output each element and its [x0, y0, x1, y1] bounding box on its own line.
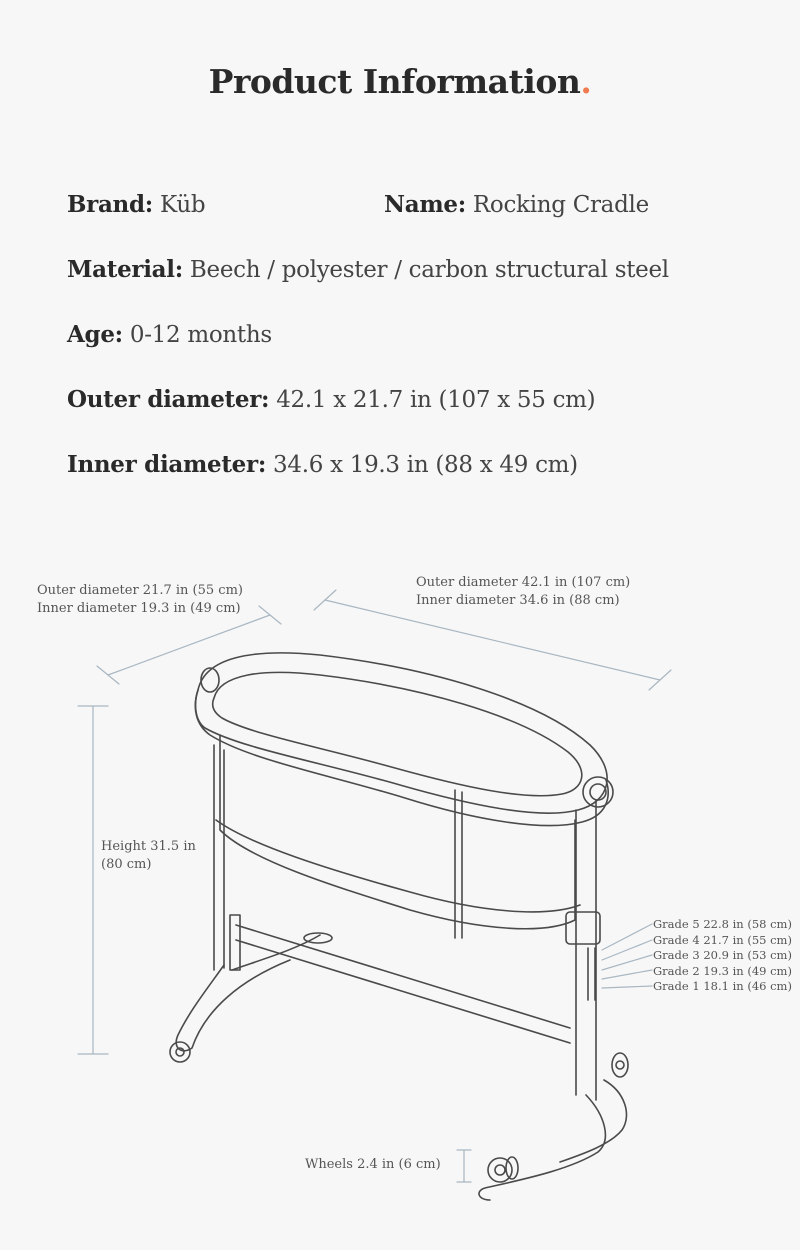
basket-lower-band: [216, 820, 580, 912]
material-row: [67, 256, 669, 283]
inner-diameter-label: Inner diameter:: [67, 451, 267, 478]
grade-leader-5: [602, 924, 652, 950]
rim-inner: [213, 672, 582, 795]
height-line1-text: Height 31.5 in: [101, 839, 196, 854]
left-lock: [230, 915, 240, 970]
name-label: Name:: [384, 191, 466, 218]
page-title: [0, 62, 800, 101]
age-row: [67, 321, 272, 348]
left-wheel: [170, 1042, 190, 1062]
grade-2-text: Grade 2 19.3 in (49 cm): [653, 963, 792, 978]
grade-1-text: Grade 1 18.1 in (46 cm): [653, 979, 792, 993]
name-row: [384, 191, 649, 218]
grade-4-text: Grade 4 21.7 in (55 cm): [653, 932, 792, 947]
inner-diameter-row: [67, 451, 578, 478]
right-base-arc: [479, 1095, 605, 1200]
length-dimension-line: [325, 600, 660, 680]
width-dimension-line: [108, 615, 270, 675]
wheels-dimension-label: Wheels 2.4 in (6 cm): [305, 1157, 441, 1172]
material-label: Material:: [67, 256, 183, 283]
length-inner-text: Inner diameter 34.6 in (88 cm): [416, 593, 620, 608]
title-accent-dot: .: [580, 62, 592, 101]
title-text: Product Information: [208, 62, 581, 101]
outer-diameter-value: 42.1 x 21.7 in (107 x 55 cm): [276, 387, 596, 413]
height-grades-list: [653, 917, 792, 995]
basket-body: [220, 735, 575, 929]
left-foot-pad: [304, 933, 332, 943]
dimension-lines: [78, 590, 671, 1182]
brand-label: Brand:: [67, 191, 153, 218]
width-dimension-label: [37, 582, 243, 618]
outer-diameter-label: Outer diameter:: [67, 386, 270, 413]
width-inner-text: Inner diameter 19.3 in (49 cm): [37, 601, 241, 616]
name-value: Rocking Cradle: [472, 192, 649, 218]
cradle-line-drawing: [0, 540, 800, 1250]
height-adjuster: [566, 912, 600, 944]
rim-thickness: [195, 690, 608, 826]
brand-row: [67, 191, 205, 218]
age-label: Age:: [67, 321, 123, 348]
age-value: 0-12 months: [129, 322, 272, 348]
cross-bar: [236, 925, 570, 1043]
front-wheel: [488, 1158, 512, 1182]
cradle-dimension-diagram: [0, 540, 800, 1250]
grade-5-text: Grade 5 22.8 in (58 cm): [653, 917, 792, 931]
rim-outer: [196, 653, 608, 813]
left-base-arc: [176, 960, 290, 1051]
outer-diameter-row: [67, 386, 595, 413]
left-pivot: [201, 668, 219, 692]
height-dimension-label: [101, 838, 196, 874]
cradle-outline: [170, 653, 628, 1200]
inner-diameter-value: 34.6 x 19.3 in (88 x 49 cm): [273, 452, 578, 478]
brand-value: Küb: [159, 192, 206, 218]
length-outer-text: Outer diameter 42.1 in (107 cm): [416, 575, 631, 590]
width-outer-text: Outer diameter 21.7 in (55 cm): [37, 583, 243, 598]
grade-3-text: Grade 3 20.9 in (53 cm): [653, 948, 792, 962]
right-foot-pad: [612, 1053, 628, 1077]
length-dimension-label: [416, 574, 630, 610]
left-post: [214, 745, 224, 970]
height-line2-text: (80 cm): [101, 857, 152, 872]
material-value: Beech / polyester / carbon structural steel: [189, 257, 669, 283]
right-post: [576, 800, 596, 1100]
